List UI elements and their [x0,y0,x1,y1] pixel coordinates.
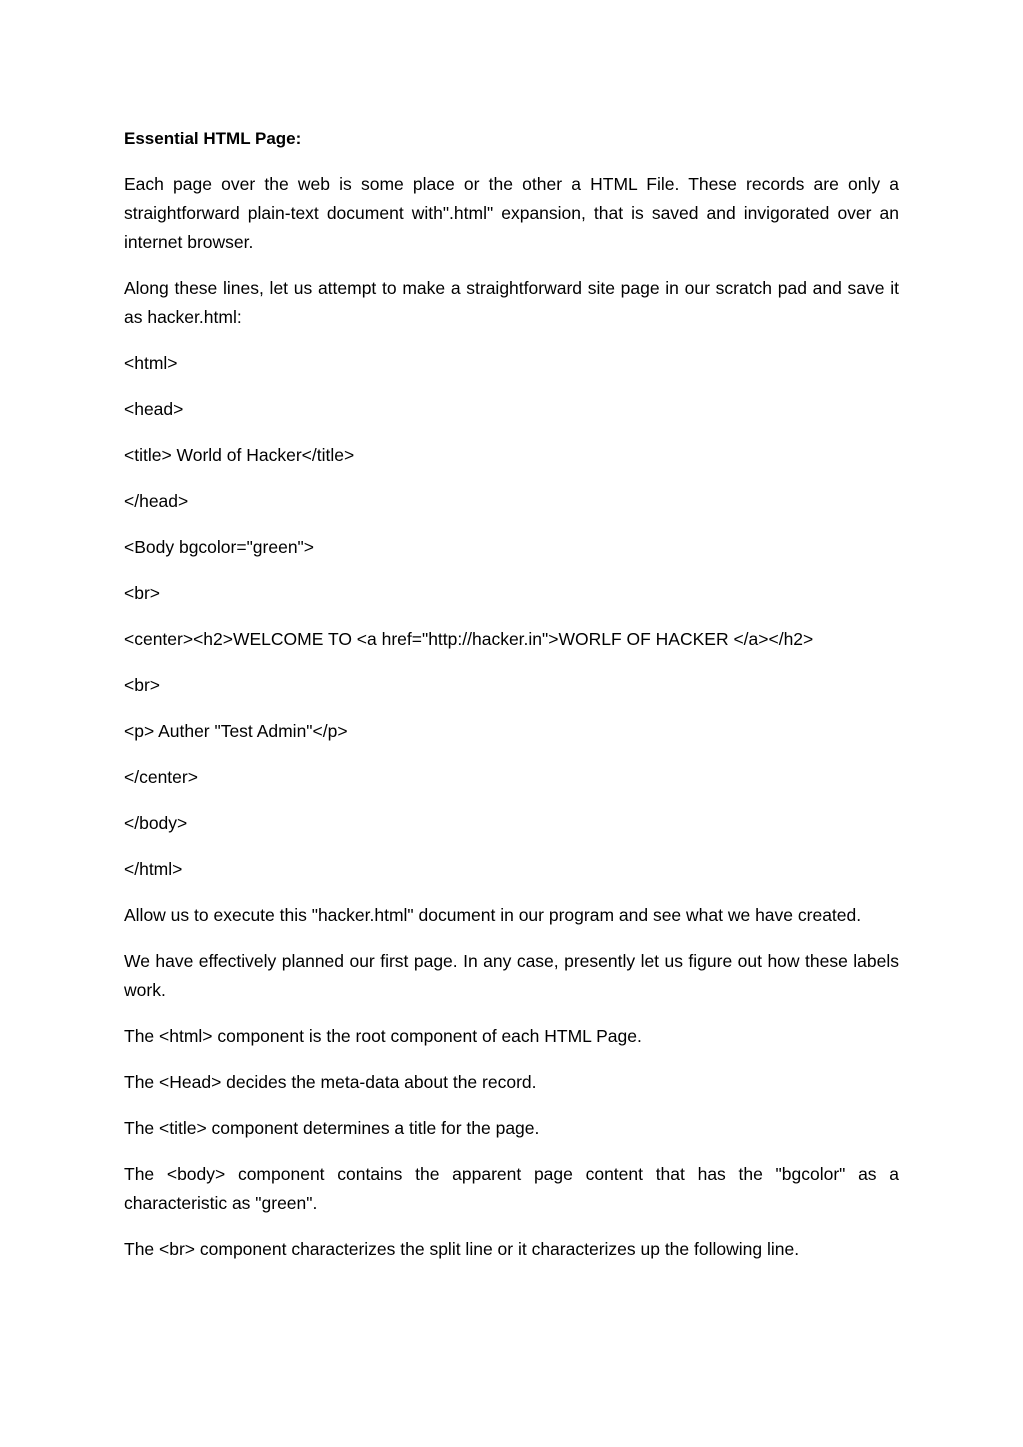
code-line: <head> [124,399,184,419]
code-listing [124,349,899,884]
code-line: <title> World of Hacker</title> [124,445,355,465]
outro-paragraph-5: The <title> component determines a title for the page. [124,1118,540,1138]
code-line: <br> [124,583,160,603]
outro-paragraph-2: We have effectively planned our first page. In any case, presently let us figure out how these labels work. [124,951,899,1000]
code-line: <center><h2>WELCOME TO <a href="http://hacker.in">WORLF OF HACKER </a></h2> [124,629,814,649]
outro-paragraph-4: The <Head> decides the meta-data about the record. [124,1072,537,1092]
code-line: <p> Auther "Test Admin"</p> [124,721,348,741]
outro-paragraph-1: Allow us to execute this "hacker.html" document in our program and see what we have created. [124,905,862,925]
code-line: <br> [124,675,160,695]
intro-paragraph-2: Along these lines, let us attempt to make a straightforward site page in our scratch pad and save it as hacker.html: [124,278,899,327]
outro-paragraph-7: The <br> component characterizes the split line or it characterizes up the following line. [124,1239,800,1259]
code-line: <Body bgcolor="green"> [124,537,314,557]
intro-paragraph-1: Each page over the web is some place or the other a HTML File. These records are only a straightforward plain-text document with".html" expansion, that is saved and invigorated over an internet browser. [124,174,899,252]
code-line: <html> [124,353,178,373]
document-page [124,124,899,1264]
code-line: </html> [124,859,183,879]
code-line: </head> [124,491,189,511]
outro-paragraph-3: The <html> component is the root component of each HTML Page. [124,1026,642,1046]
outro-paragraph-6: The <body> component contains the apparent page content that has the "bgcolor" as a characteristic as "green". [124,1164,899,1213]
code-line: </center> [124,767,198,787]
page-heading: Essential HTML Page: [124,129,302,148]
code-line: </body> [124,813,188,833]
